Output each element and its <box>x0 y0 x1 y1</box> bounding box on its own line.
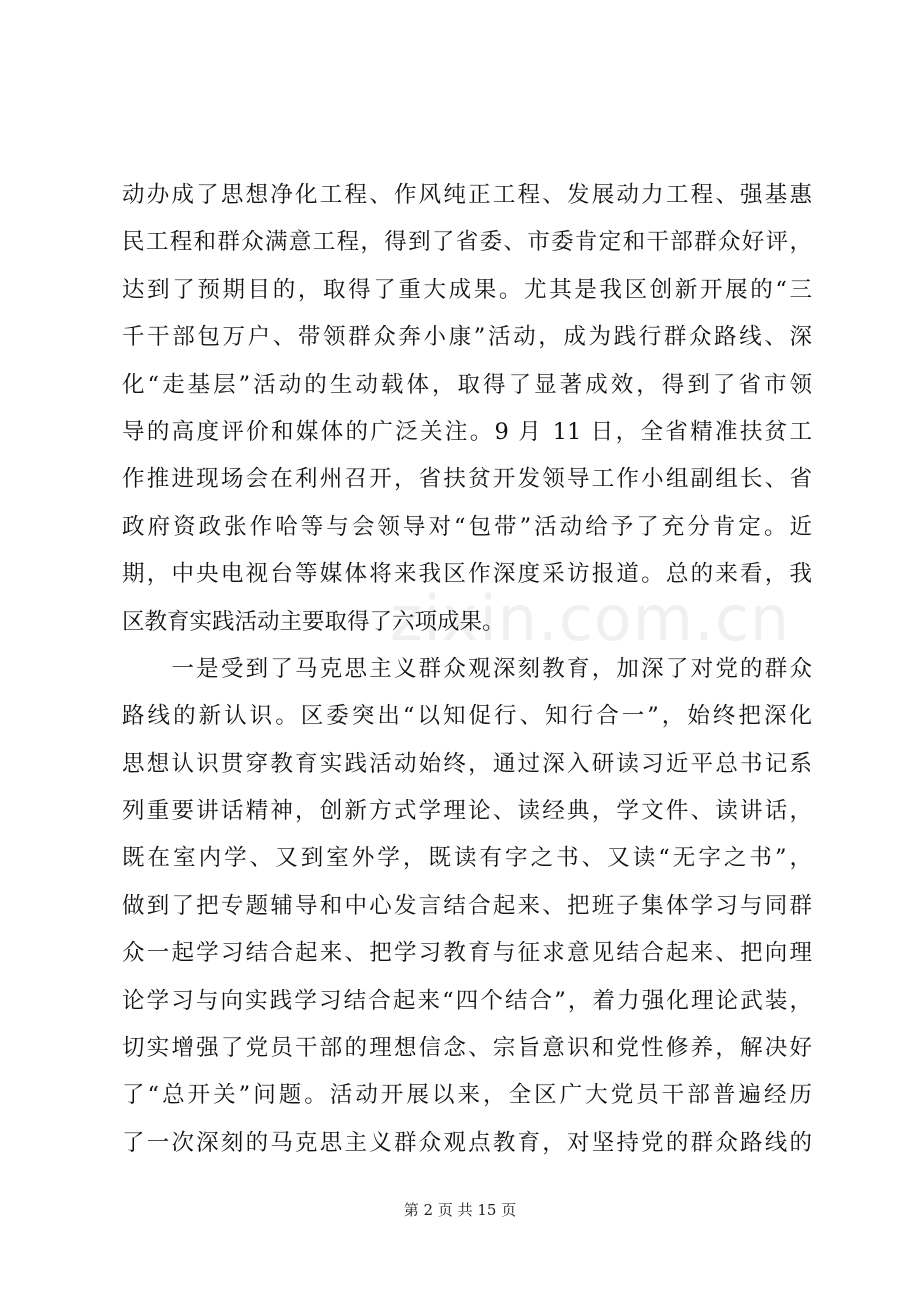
text-line: 作推进现场会在利州召开，省扶贫开发领导工作小组副组长、省 <box>122 466 812 493</box>
watermark: zixin.com.cn <box>390 582 791 655</box>
text-line: 民工程和群众满意工程，得到了省委、市委肯定和干部群众好评， <box>122 229 812 256</box>
page-footer: 第 2 页 共 15 页 <box>403 1201 517 1219</box>
text-line: 区教育实践活动主要取得了六项成果。 <box>122 608 505 635</box>
text-line: 切实增强了党员干部的理想信念、宗旨意识和党性修养，解决好 <box>122 1035 812 1062</box>
text-line: 论学习与向实践学习结合起来“四个结合”，着力强化理论武装， <box>122 987 812 1014</box>
text-line: 一是受到了马克思主义群众观深刻教育，加深了对党的群众 <box>122 655 812 682</box>
text-line: 达到了预期目的，取得了重大成果。尤其是我区创新开展的“三 <box>122 276 812 303</box>
body-text <box>122 172 812 1167</box>
text-line: 化“走基层”活动的生动载体，取得了显著成效，得到了省市领 <box>122 371 812 398</box>
text-line: 了“总开关”问题。活动开展以来，全区广大党员干部普遍经历 <box>122 1082 812 1109</box>
text-line: 做到了把专题辅导和中心发言结合起来、把班子集体学习与同群 <box>122 892 812 919</box>
text-line: 了一次深刻的马克思主义群众观点教育，对坚持党的群众路线的 <box>122 1129 812 1156</box>
text-line: 政府资政张作哈等与会领导对“包带”活动给予了充分肯定。近 <box>122 513 812 540</box>
text-line: 路线的新认识。区委突出“以知促行、知行合一”，始终把深化 <box>122 703 812 730</box>
text-line: 列重要讲话精神，创新方式学理论、读经典，学文件、读讲话， <box>122 798 812 825</box>
text-line: 既在室内学、又到室外学，既读有字之书、又读“无字之书”， <box>122 845 812 872</box>
text-line: 期，中央电视台等媒体将来我区作深度采访报道。总的来看，我 <box>122 561 812 588</box>
text-line: 思想认识贯穿教育实践活动始终，通过深入研读习近平总书记系 <box>122 750 812 777</box>
text-line: 众一起学习结合起来、把学习教育与征求意见结合起来、把向理 <box>122 940 812 967</box>
text-line: 导的高度评价和媒体的广泛关注。9 月 11 日，全省精准扶贫工 <box>122 418 812 445</box>
text-line: 动办成了思想净化工程、作风纯正工程、发展动力工程、强基惠 <box>122 182 812 208</box>
text-line: 千干部包万户、带领群众奔小康”活动，成为践行群众路线、深 <box>122 324 812 351</box>
